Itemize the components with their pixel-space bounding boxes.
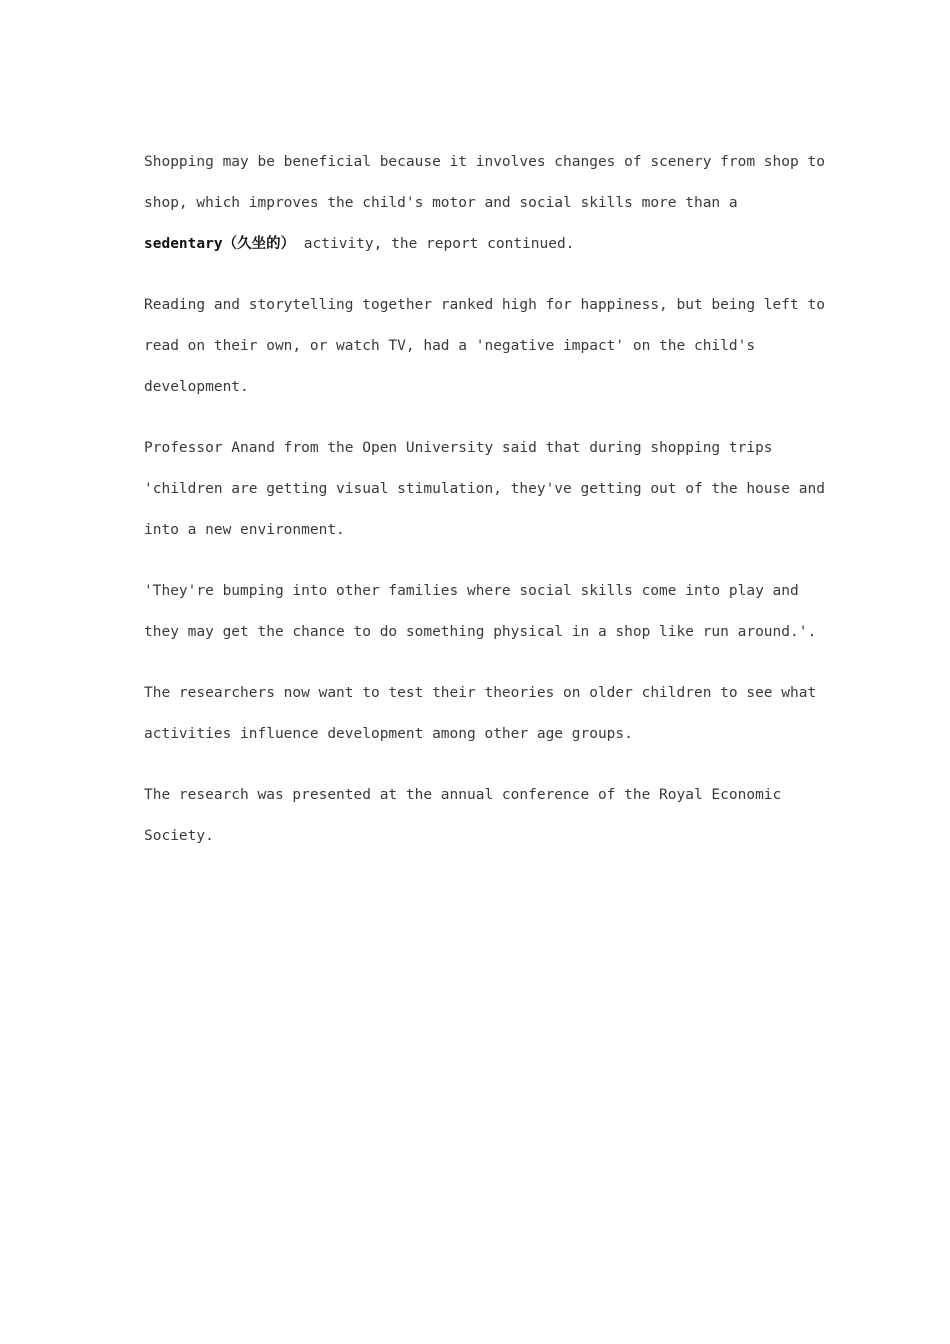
text-run: activity, the report continued. xyxy=(295,236,575,252)
paragraph-1 xyxy=(144,142,825,265)
text-line: Reading and storytelling together ranked high for happiness, but being left to xyxy=(144,297,825,313)
text-line: 'They're bumping into other families where social skills come into play and xyxy=(144,583,799,599)
paragraph-4 xyxy=(144,571,817,653)
document-body xyxy=(144,142,825,877)
bold-term: sedentary（久坐的） xyxy=(144,236,296,252)
paragraph-6 xyxy=(144,775,814,857)
paragraph-3 xyxy=(144,428,825,551)
text-line: 'children are getting visual stimulation, they've getting out of the house and xyxy=(144,481,825,497)
text-line: activities influence development among other age groups. xyxy=(144,726,633,742)
paragraph-5 xyxy=(144,673,817,755)
text-line: The research was presented at the annual conference of the Royal Economic xyxy=(144,787,782,803)
paragraph-2 xyxy=(144,285,825,408)
text-line: into a new environment. xyxy=(144,522,345,538)
text-line: Society. xyxy=(144,828,214,844)
text-line: Shopping may be beneficial because it involves changes of scenery from shop to xyxy=(144,154,825,170)
text-line: development. xyxy=(144,379,249,395)
text-line: they may get the chance to do something physical in a shop like run around.'. xyxy=(144,624,817,640)
text-line: shop, which improves the child's motor and social skills more than a xyxy=(144,195,738,211)
text-line: The researchers now want to test their theories on older children to see what xyxy=(144,685,817,701)
text-line: read on their own, or watch TV, had a 'negative impact' on the child's xyxy=(144,338,756,354)
text-line: Professor Anand from the Open University said that during shopping trips xyxy=(144,440,773,456)
text-line xyxy=(144,224,814,265)
